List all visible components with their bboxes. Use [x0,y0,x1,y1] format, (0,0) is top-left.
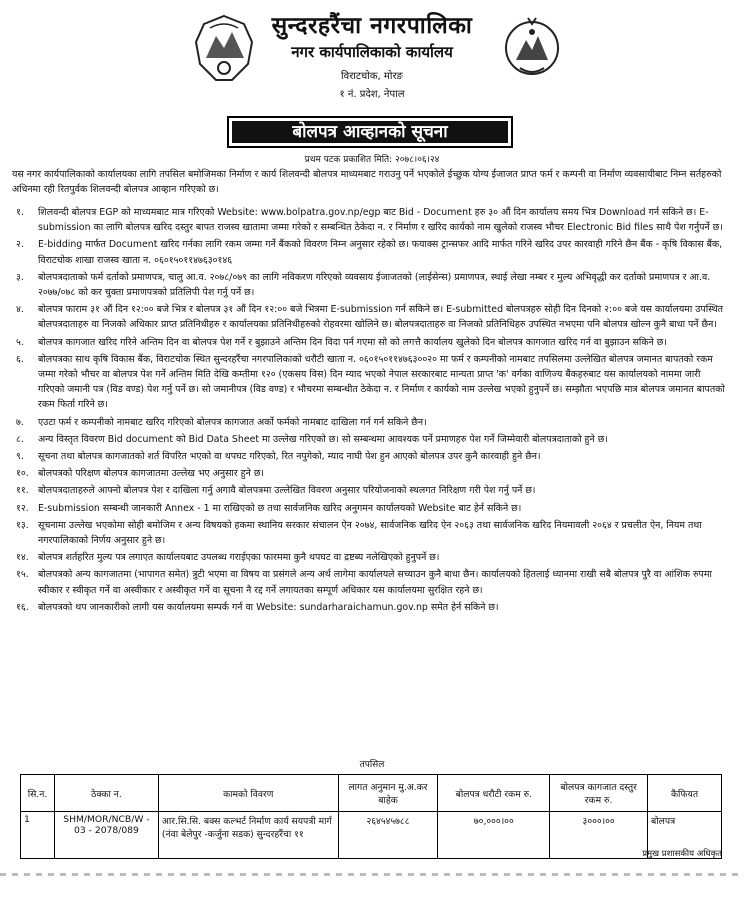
item-number: १५. [16,569,29,581]
item-number: १३. [16,519,29,531]
item-number: ४. [16,304,24,316]
column-header: ठेक्का न. [54,775,158,812]
item-text: शिलवन्दी बोलपत्र EGP को माध्यमबाट मात्र गरिएको Website: www.bolpatra.gov.np/egp बाट Bid - Document हरु ३० औं दिन कार्यालय समय भित्र Download गर्न सकिने छ। E-submission का लागि बोलपत्र खरिद दस्तुर बापत राजस्व खातामा जम्मा गरेको र सम्बन्धित ठेकेदा न. र निर्माण र खरिद कार्यको नाम खुलेको राजस्व भौचर Electronic Bid files साथै पेश गर्नुपर्ने छ। [38,207,723,234]
list-item [12,550,728,565]
list-item [12,518,728,548]
conditions-list [12,205,728,617]
item-number: १२. [16,502,29,514]
list-item [12,415,728,430]
column-header: कामको विवरण [158,775,338,812]
list-item [12,567,728,597]
document-fee-cell: ३०००।०० [550,812,648,859]
item-text: बोलपत्रको अन्य कागजातमा (भापागत समेत) त्रुटी भएमा वा विषय वा प्रसंगले अन्य अर्थ लागेमा कार्यालयले सच्याउन कुनै बाधा छैन। कार्यालयको हितलाई ध्यानमा राखी सबै बोलपत्र पुरै वा आंशिक रुपमा स्वीकार र स्वीकृत गर्ने वा अस्वीकार र अस्वीकृत गर्ने वा सूचना नै रद्द गर्ने लगायतका सम्पूर्ण अधिकार यस कार्यालयमा सुरक्षित रहने छ। [38,569,712,596]
item-number: ७. [16,416,24,428]
office-name: नगर कार्यपालिकाको कार्यालय [291,43,453,61]
item-text: बोलपत्र फाराम ३१ औं दिन १२:०० बजे भित्र र बोलपत्र ३१ औं दिन १२:०० बजे भित्रमा E-submission गर्न सकिने छ। E-submitted बोलपत्रहरु सोही दिन दिनको २:०० बजे यस कार्यालयमा उपस्थित बोलपत्रदाताहरु वा निजको अधिकार प्राप्त प्रतिनिधीहरु र कार्यालयका प्रतिनिधीहरुको रोहवरमा खोलिने छ। बोलपत्रदाताहरु वा निजको प्रतिनिधिहरु उपस्थित नभएमा पनि बोलपत्र खोल्न कुनै बाधा पर्ने छैन। [38,304,723,331]
item-number: ३. [16,271,24,283]
item-text: E-bidding मार्फत Document खरिद गर्नका लागि रकम जम्मा गर्ने बैंकको विवरण निम्न अनुसार रहेको छ। फयाक्स ट्रान्सफर आदि मार्फत गरिने खरिद उपर कारवाही गरिने छैन बैंक - कृषि विकास बैंक, विराटचोक शाखा राजस्व खाता न. ०६०१५०११४७६३०१४६ [38,239,723,266]
item-number: १. [16,207,24,218]
notice-title: बोलपत्र आव्हानको सूचना [232,121,508,143]
contract-number-cell: SHM/MOR/NCB/W - 03 - 2078/089 [54,812,158,859]
address-line-2: १ नं. प्रदेश, नेपाल [339,89,405,100]
item-text: बोलपत्र शर्तहरित मुल्य पत्र लगाएत कार्यालयबाट उपलब्ध गराईएका फारममा कुनै थपघट वा द्रष्टब्य नलेखिएको हुनुपर्ने छ। [38,552,440,564]
item-text: E-submission सम्बन्धी जानकारी Annex - 1 मा राखिएको छ तथा सार्वजनिक खरिद अनुगमन कार्यालयको Website बाट हेर्न सकिने छ। [38,502,522,514]
item-text: बोलपत्रका साथ कृषि विकास बैंक, विराटचोक स्थित सुन्दरहरैंचा नगरपालिकाको धरौटी खाता न. ०६०१५०११४७६३००२० मा फर्म र कम्पनीको नामबाट तपसिलमा उल्लेखित बोलपत्र जमानत बापतको रकम जम्मा गरेको भौचर वा बोलपत्र पेश गर्ने अन्तिम मिति देखि कम्तीमा १२० (एकसय विस) दिन म्याद भएको नेपाल सरकारबाट मान्यता प्राप्त 'क' वर्गका वाणिज्य बैंकहरुबाट यस कार्यालयको नाममा जारी गरिएको जमानी पत्र (विड वण्ड) पेश गर्नु पर्ने छ। सो जमानीपत्र (विड वण्ड) र भौचरमा सम्बन्धीत ठेकेदा न. र निर्माण र कार्यको नाम उल्लेख भएको हुनुपर्ने छ। सम्झौता भएपछि मात्र बोलपत्र जमानत बापतको रकम फिर्ता गरिने छ। [38,353,725,411]
schedule-title: तपसिल [359,760,385,770]
column-header: लागत अनुमान मु.अ.कर बाहेक [338,775,438,812]
column-header: बोलपत्र कागजात दस्तुर रकम रु. [550,775,648,812]
list-item [12,449,728,464]
organization-name: सुन्दरहरैंचा नगरपालिका [271,12,473,39]
cost-estimate-cell: २६४५४५७८८ [338,812,438,859]
column-header: कैफियत [648,775,722,812]
bid-security-cell: ७०,०००।०० [438,812,550,859]
list-item [12,483,728,498]
list-item [12,237,728,267]
table-header-row [21,775,722,812]
item-text: सूचना तथा बोलपत्र कागजातको शर्त विपरित भएको वा थपघट गरिएको, रित नपुगेको, म्याद नाघी पेश हुन आएको बोलपत्र उपर कुनै कारवाही हुने छैन। [38,451,541,463]
list-item [12,466,728,481]
schedule-table [20,774,722,859]
notice-title-box [227,116,513,148]
intro-paragraph: यस नगर कार्यपालिकाको कार्यालयका लागि तपसिल बमोजिमका निर्माण र कार्य शिलवन्दी बोलपत्र माध्यमबाट गराउनु पर्ने भएकोले ईच्छुक योग्य ईजाजत प्राप्त फर्म र कम्पनी वा निर्माण व्यवसायीबाट निम्न सर्तहरुको अधिनमा रही रितपुर्वक शिलवन्दी बोलपत्र आव्हान गरिएको छ। [12,169,722,196]
item-text: बोलपत्रदाताहरुले आफ्नो बोलपत्र पेश र दाखिला गर्नु अगावै बोलपत्रमा उल्लेखित विवरण अनुसार परियोजनाको स्थलगत निरिक्षण गरी पेश गर्नु पर्ने छ। [38,485,536,497]
table-row [21,812,722,859]
item-text: अन्य विस्तृत विवरण Bid document को Bid Data Sheet मा उल्लेख गरिएको छ। सो सम्बन्धमा आवश्यक पर्ने प्रमाणहरु पेश गर्ने जिम्मेवारी बोलपत्रदाताको हुने छ। [38,433,608,445]
list-item [12,432,728,447]
item-number: १६. [16,601,29,613]
signatory-title: प्रमुख प्रशासकीय अधिकृत [642,849,722,859]
list-item [12,270,728,300]
item-number: २. [16,239,24,251]
scan-edge-divider [0,873,744,876]
publication-date: प्रथम पटक प्रकाशित मिति: २०७८।०६।२४ [304,155,440,165]
remarks-cell: बोलपत्र [648,812,722,859]
list-item [12,302,728,332]
list-item [12,205,728,235]
column-header: बोलपत्र धरौटी रकम रु. [438,775,550,812]
item-number: ११. [16,485,29,497]
item-number: १४. [16,552,29,564]
list-item [12,501,728,516]
item-text: बोलपत्रदाताको फर्म दर्ताको प्रमाणपत्र, चालु आ.व. २०७८/०७९ का लागि नविकरण गरिएको व्यवसाय ईजाजतको (लाईसेन्स) प्रमाणपत्र, स्थाई लेखा नम्बर र मुल्य अभिवृद्धी कर दर्ताको प्रमाणपत्र र आ.व. २०७७/०७८ को कर चुक्ता प्रमाणपत्रको प्रतिलिपी पेश गर्नु पर्ने छ। [38,271,711,299]
item-number: १०. [16,468,29,480]
list-item [12,335,728,350]
list-item [12,600,728,615]
item-text: बोलपत्रको थप जानकारीको लागी यस कार्यालयमा सम्पर्क गर्न वा Website: sundarharaichamun.gov.np समेत हेर्न सकिने छ। [38,601,499,613]
item-text: बोलपत्रको परिक्षण बोलपत्र कागजातमा उल्लेख भए अनुसार हुने छ। [38,468,264,480]
item-number: ५. [16,336,24,348]
address-line-1: विराटचोक, मोरङ [341,71,403,82]
serial-cell: 1 [21,812,55,859]
item-number: ६. [16,353,24,365]
item-text: सूचनामा उल्लेख भएकोमा सोही बमोजिम र अन्य विषयको हकमा स्थानिय सरकार संचालन ऐन २०७४, सार्वजनिक खरिद ऐन २०६३ तथा सार्वजनिक खरिद नियमावली २०६४ र प्रचलीत ऐन, नियम तथा नगरपालिकाको निर्णय अनुसार हुने छ। [38,519,702,547]
item-number: ९. [16,451,24,463]
item-text: एउटा फर्म र कम्पनीको नामबाट खरिद गरिएको बोलपत्र कागजात अर्को फर्मको नामबाट दाखिला गर्न गर्न सकिने छैन। [38,416,427,428]
list-item [12,352,728,413]
header [0,0,744,118]
item-text: बोलपत्र कागजात खरिद गरिने अन्तिम दिन वा बोलपत्र पेश गर्ने र बुझाउने अन्तिम दिन विदा पर्न गएमा सो को लगत्तै कार्यालय खुलेको दिन बोलपत्र कागजात खरिद गर्न वा बुझाउन सकिने छ। [38,336,667,348]
column-header: सि.न. [21,775,55,812]
item-number: ८. [16,433,24,445]
work-description-cell: आर.सि.सि. बक्स कल्भर्ट निर्माण कार्य सयपत्री मार्ग (नंवा बेलेपुर -कर्जुना सडक) सुन्दरहरैंचा ११ [158,812,338,859]
